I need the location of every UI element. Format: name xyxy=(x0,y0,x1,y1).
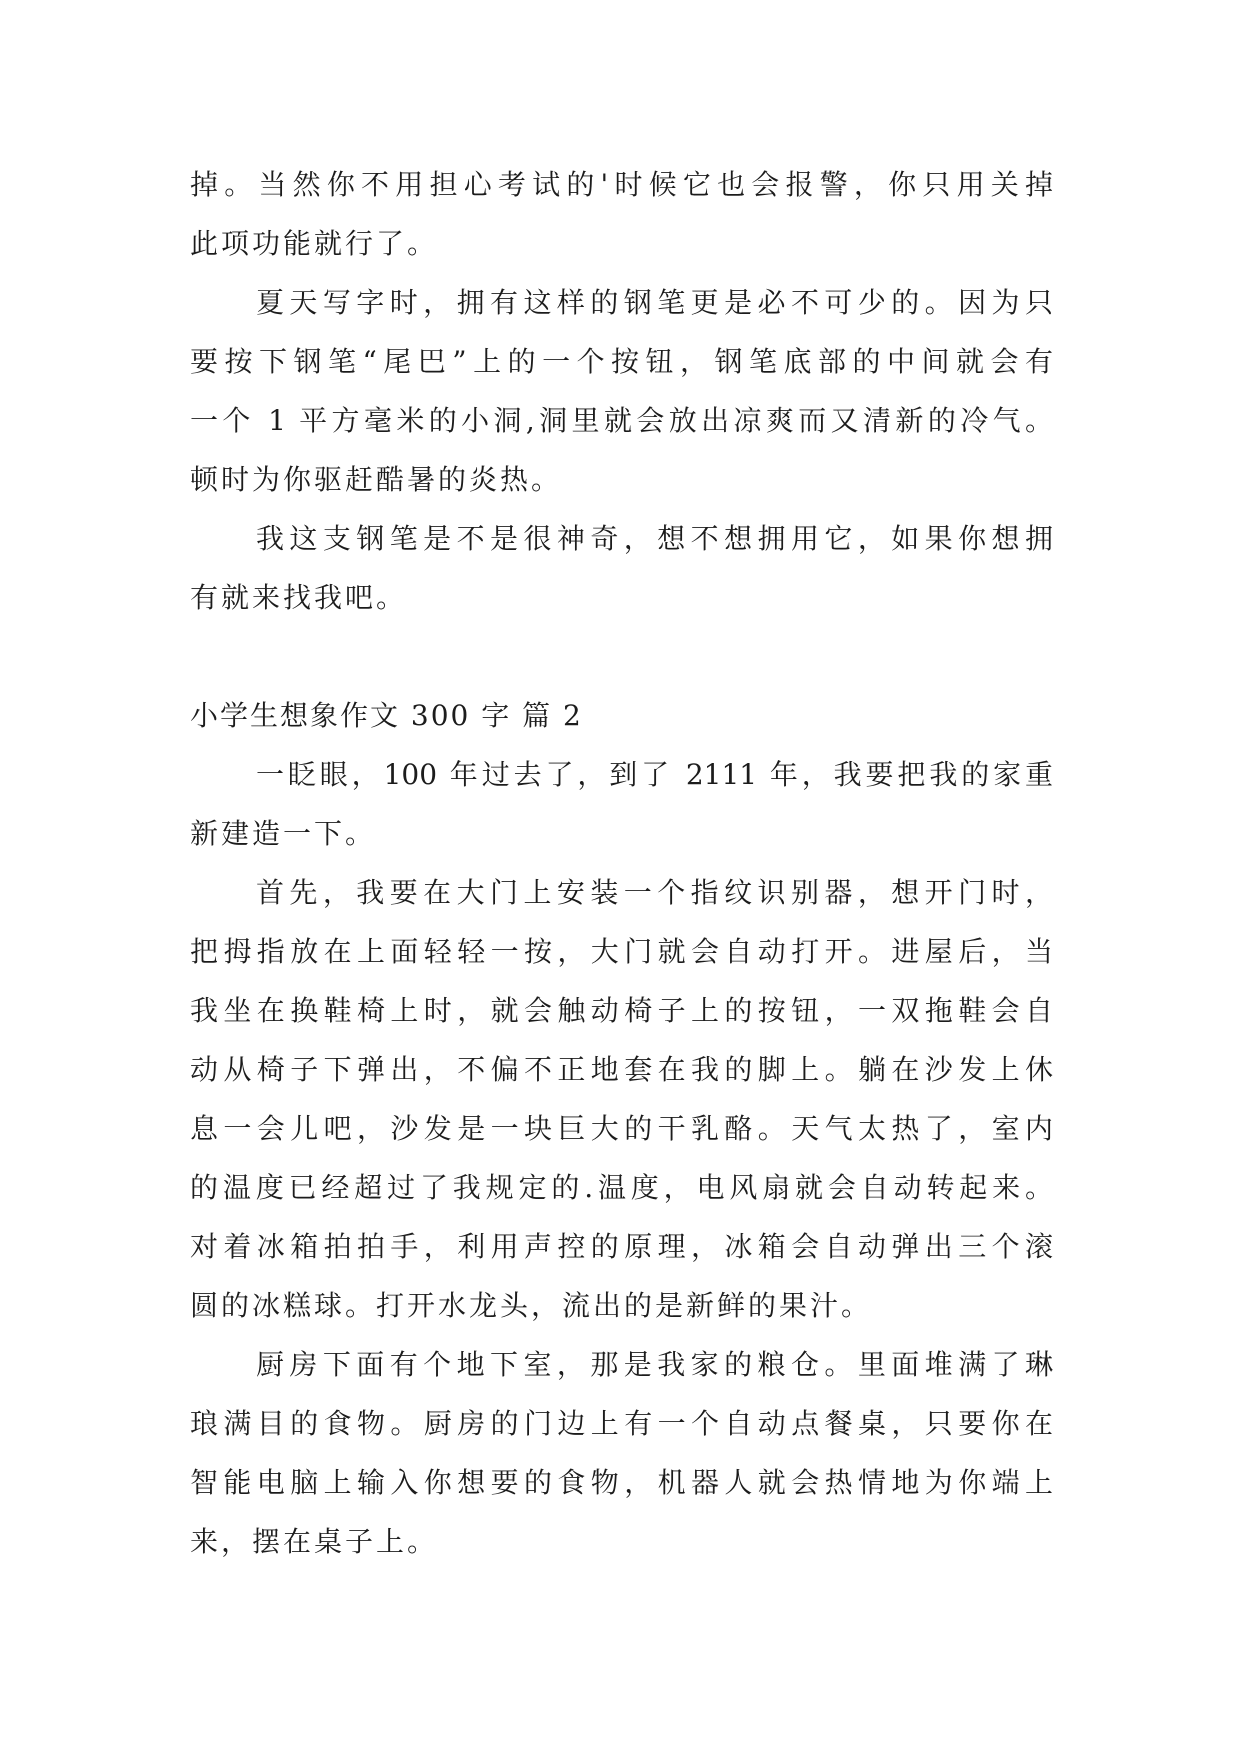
paragraph xyxy=(190,155,1053,273)
text-line: 夏天写字时，拥有这样的钢笔更是必不可少的。因为只 xyxy=(256,286,1053,319)
section-spacer xyxy=(190,627,1053,686)
document-body xyxy=(190,155,1053,1571)
section-heading: 小学生想象作文 300 字 篇 2 xyxy=(190,699,583,732)
paragraph xyxy=(190,863,1053,1335)
text-line: 此项功能就行了。 xyxy=(190,227,439,260)
text-line: 新建造一下。 xyxy=(190,817,377,850)
paragraph xyxy=(190,509,1053,627)
text-line: 息一会儿吧，沙发是一块巨大的干乳酪。天气太热了，室内 xyxy=(190,1112,1053,1145)
text-line: 来，摆在桌子上。 xyxy=(190,1525,439,1558)
text-line: 我这支钢笔是不是很神奇，想不想拥用它，如果你想拥 xyxy=(256,522,1053,555)
text-line: 对着冰箱拍拍手，利用声控的原理，冰箱会自动弹出三个滚 xyxy=(190,1230,1053,1263)
text-line: 一眨眼，100 年过去了，到了 2111 年，我要把我的家重 xyxy=(256,758,1053,791)
text-line: 有就来找我吧。 xyxy=(190,581,408,614)
text-line: 要按下钢笔“尾巴”上的一个按钮，钢笔底部的中间就会有 xyxy=(190,345,1053,378)
text-line: 琅满目的食物。厨房的门边上有一个自动点餐桌，只要你在 xyxy=(190,1407,1053,1440)
text-line: 圆的冰糕球。打开水龙头，流出的是新鲜的果汁。 xyxy=(190,1289,873,1322)
text-line: 智能电脑上输入你想要的食物，机器人就会热情地为你端上 xyxy=(190,1466,1053,1499)
text-line: 顿时为你驱赶酷暑的炎热。 xyxy=(190,463,563,496)
text-line: 的温度已经超过了我规定的.温度，电风扇就会自动转起来。 xyxy=(190,1171,1053,1204)
text-line: 动从椅子下弹出，不偏不正地套在我的脚上。躺在沙发上休 xyxy=(190,1053,1053,1086)
text-line: 掉。当然你不用担心考试的'时候它也会报警，你只用关掉 xyxy=(190,168,1053,201)
text-line: 一个 1 平方毫米的小洞,洞里就会放出凉爽而又清新的冷气。 xyxy=(190,404,1053,437)
text-line: 我坐在换鞋椅上时，就会触动椅子上的按钮，一双拖鞋会自 xyxy=(190,994,1053,1027)
text-line: 厨房下面有个地下室，那是我家的粮仓。里面堆满了琳 xyxy=(256,1348,1053,1381)
text-line: 首先，我要在大门上安装一个指纹识别器，想开门时， xyxy=(256,876,1053,909)
paragraph xyxy=(190,273,1053,509)
text-line: 把拇指放在上面轻轻一按，大门就会自动打开。进屋后，当 xyxy=(190,935,1053,968)
paragraph xyxy=(190,1335,1053,1571)
paragraph xyxy=(190,745,1053,863)
